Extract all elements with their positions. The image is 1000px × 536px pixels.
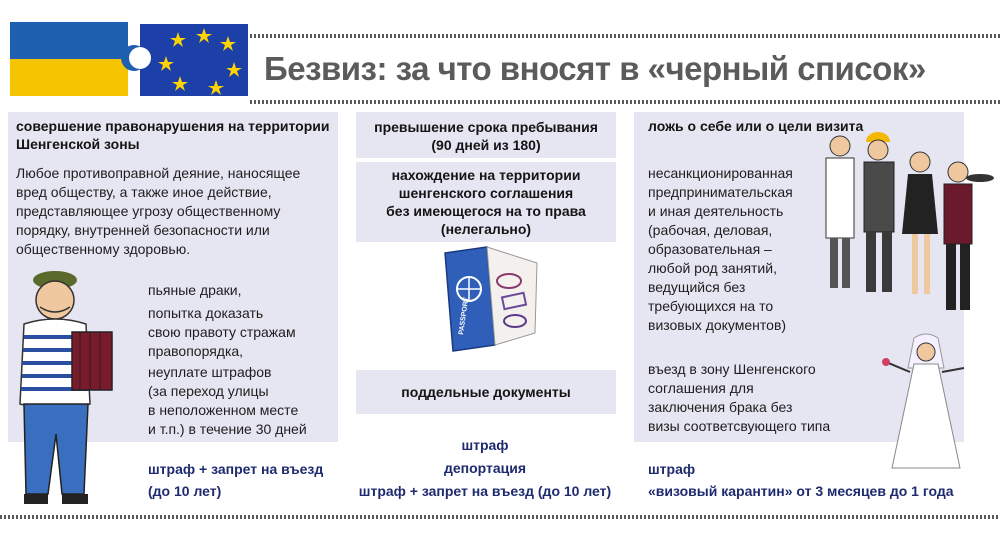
bottom-stripe — [0, 515, 1000, 519]
flags-puzzle-illustration — [8, 18, 250, 100]
col2-penalty-1: штраф — [461, 437, 509, 453]
col3-item3-line-1: въезд в зону Шенгенского — [648, 361, 816, 377]
doctor-figure — [826, 136, 854, 288]
col1-penalty-line-1: штраф + запрет на въезд — [148, 461, 324, 477]
col3-item2-line-3: и иная деятельность — [648, 203, 784, 219]
col3-item2-line-1: несанкционированная — [648, 165, 793, 181]
passport-word: PASSPORT — [458, 296, 471, 336]
col3-item3 — [648, 360, 848, 436]
col1-description: Любое противоправной деяние, наносящее вред обществу, а также иное действие, представляющее угрозу общественному порядку, внутренней безопасности или общественному здоровью. — [16, 165, 301, 257]
ukraine-flag-icon — [10, 22, 147, 96]
col3-penalties — [648, 458, 968, 502]
col3-item2-line-8: требующихся на то — [648, 298, 774, 314]
waiter-figure — [944, 162, 994, 310]
col3-penalty-1: штраф — [648, 461, 696, 477]
col2-item2-line-2: шенгенского соглашения — [398, 185, 574, 201]
eu-flag-icon — [129, 24, 248, 96]
col1-example-3: неуплате штрафов (за переход улицы в неположенном месте и т.п.) в течение 30 дней — [148, 364, 307, 437]
passport-illustration — [425, 245, 545, 355]
workers-illustration — [810, 128, 998, 323]
col3-item2-line-5: образовательная – — [648, 241, 772, 257]
col2-penalties — [340, 434, 630, 502]
col3-item3-line-2: соглашения для — [648, 380, 754, 396]
col2-item1 — [356, 118, 616, 154]
page-title: Безвиз: за что вносят в «черный список» — [264, 50, 926, 87]
col3-item2-line-4: (рабочая, деловая, — [648, 222, 773, 238]
bride-illustration — [880, 332, 970, 472]
col3-item2-line-6: любой род занятий, — [648, 260, 777, 276]
col3-item3-line-3: заключения брака без — [648, 399, 793, 415]
col2-item2-line-1: нахождение на территории — [391, 167, 581, 183]
col1-example-2: попытка доказать свою правоту стражам правопорядка, — [148, 305, 296, 359]
col2-item3: поддельные документы — [401, 384, 571, 400]
col1-example-1: пьяные драки, — [148, 282, 242, 298]
col3-item2-line-2: предпринимательская — [648, 184, 793, 200]
col3-item1: ложь о себе или о цели визита — [648, 118, 864, 134]
man-accordion-illustration — [10, 262, 120, 512]
col3-item2-line-7: ведущийся без — [648, 279, 746, 295]
col3-penalty-2: «визовый карантин» от 3 месяцев до 1 года — [648, 483, 954, 499]
col2-item2 — [356, 166, 616, 238]
title-underline — [250, 100, 1000, 104]
col2-item2-line-3: без имеющегося на то права — [386, 203, 586, 219]
col1-penalty-line-2: (до 10 лет) — [148, 483, 222, 499]
col2-item1-line-2: (90 дней из 180) — [431, 137, 541, 153]
col1-penalty — [148, 458, 333, 502]
col3-item2-line-9: визовых документов) — [648, 317, 787, 333]
top-stripe — [250, 34, 1000, 38]
col2-penalty-2: депортация — [443, 460, 527, 476]
col2-penalty-3: штраф + запрет на въезд (до 10 лет) — [358, 483, 612, 499]
builder-figure — [864, 132, 894, 292]
col3-item3-line-4: визы соответсвующего типа — [648, 418, 831, 434]
col3-item2 — [648, 164, 818, 335]
woman-figure — [902, 152, 938, 294]
col1-heading: совершение правонарушения на территории Шенгенской зоны — [16, 118, 330, 152]
col2-item1-line-1: превышение срока пребывания — [374, 119, 598, 135]
col2-item2-line-4: (нелегально) — [440, 221, 532, 237]
